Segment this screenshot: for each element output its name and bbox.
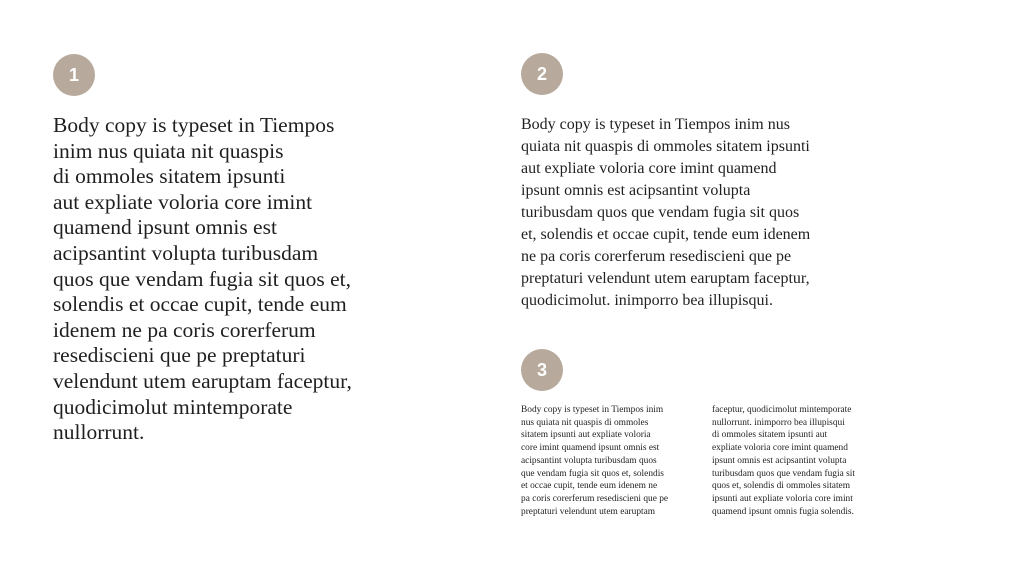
section-number-badge-1: 1: [53, 54, 95, 96]
body-copy-sample-medium: Body copy is typeset in Tiempos inim nus quiata nit quaspis di ommoles sitatem ipsunti aut expliate voloria core imint quamend ipsunt omnis est acipsantint volupta turibusdam quos que vendam fugia sit quos et, solendis et occae cupit, tende eum idenem ne pa coris corerferum resediscieni que pe preptaturi velendunt utem earuptam faceptur, quodicimolut. inimporro bea illupisqui.: [521, 116, 811, 309]
body-copy-sample-small-column-2: faceptur, quodicimolut mintemporate nullorrunt. inimporro bea illupisqui di ommoles sitatem ipsunti aut expliate voloria core imint quamend ipsunt omnis est acipsantint volupta turibusdam quos que vendam fugia sit quos et, solendis di ommoles sitatem ipsunti aut expliate voloria core imint quamend ipsunt omnis fugia solendis.: [712, 405, 855, 517]
body-copy-sample-large: Body copy is typeset in Tiempos inim nus quiata nit quaspis di ommoles sitatem ipsunti aut expliate voloria core imint quamend ipsunt omnis est acipsantint volupta turibusdam quos que vendam fugia sit quos et, solendis et occae cupit, tende eum idenem ne pa coris corerferum resediscieni que pe preptaturi velendunt utem earuptam faceptur, quodicimolut mintemporate nullorrunt.: [53, 113, 352, 445]
body-copy-sample-small-column-1: Body copy is typeset in Tiempos inim nus quiata nit quaspis di ommoles sitatem ipsunti aut expliate voloria core imint quamend ipsunt omnis est acipsantint volupta turibusdam quos que vendam fugia sit quos et, solendis et occae cupit, tende eum idenem ne pa coris corerferum resediscieni que pe preptaturi velendunt utem earuptam: [521, 405, 669, 517]
section-number-badge-2: 2: [521, 53, 563, 95]
section-number-badge-3: 3: [521, 349, 563, 391]
